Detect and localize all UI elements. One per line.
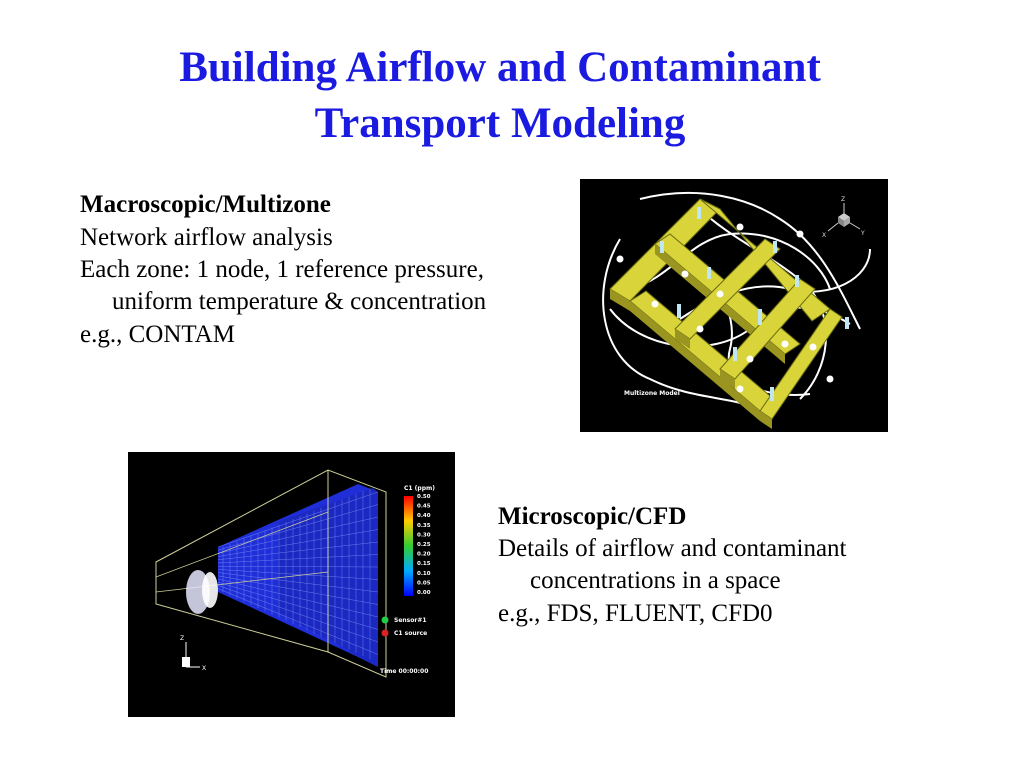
legend-title: C1 (ppm) (404, 485, 435, 492)
legend-tick-label: 0.10 (417, 570, 431, 577)
microscopic-section (498, 500, 998, 630)
microscopic-line-2: e.g., FDS, FLUENT, CFD0 (498, 600, 773, 627)
axis-z-label: Z (841, 196, 846, 203)
axis-x-label: X (822, 232, 827, 239)
axis-y-label: Y (861, 230, 865, 237)
legend-tick-label: 0.05 (417, 580, 431, 587)
legend-color-bar (404, 496, 413, 596)
legend-tick-label: 0.00 (417, 590, 431, 596)
cfd-mesh (156, 470, 386, 677)
slide-title-line-1: Building Airflow and Contaminant (179, 44, 821, 91)
slide-title-line-2: Transport Modeling (314, 100, 686, 147)
slide-title (0, 40, 1000, 152)
multizone-model-graphic (580, 179, 888, 432)
macroscopic-section (80, 188, 550, 351)
multizone-caption: Multizone Model (624, 390, 680, 397)
legend-tick-label: 0.50 (417, 494, 431, 500)
cfd-graphic (128, 452, 455, 717)
axis-gizmo (822, 196, 865, 239)
legend-tick-label: 0.15 (417, 561, 431, 568)
cfd-axis-gizmo (180, 635, 206, 672)
legend-tick-label: 0.45 (417, 503, 431, 510)
legend-tick-label: 0.25 (417, 542, 431, 548)
sensor-label: Sensor#1 (394, 617, 427, 624)
cfd-axis-x-label: X (202, 665, 207, 672)
macroscopic-line-2: Each zone: 1 node, 1 reference pressure, uniform temperature & concentration (80, 256, 487, 315)
time-label: Time 00:00:00 (380, 668, 429, 675)
macroscopic-heading: Macroscopic/Multizone (80, 191, 331, 218)
legend-tick-label: 0.40 (417, 513, 431, 520)
microscopic-line-1: Details of airflow and contaminant concentrations in a space (498, 535, 847, 594)
source-marker (382, 630, 428, 638)
legend-tick-label: 0.20 (417, 551, 431, 558)
sensor-marker (382, 617, 427, 625)
source-label: C1 source (394, 630, 428, 637)
legend-tick-label: 0.35 (417, 522, 431, 529)
macroscopic-line-1: Network airflow analysis (80, 224, 333, 251)
cfd-simulation-image (128, 452, 455, 717)
cfd-axis-z-label: Z (180, 635, 185, 642)
legend-tick-label: 0.30 (417, 532, 431, 539)
macroscopic-line-3: e.g., CONTAM (80, 321, 235, 348)
concentration-legend (404, 485, 435, 596)
microscopic-heading: Microscopic/CFD (498, 503, 687, 530)
multizone-model-image (580, 179, 888, 432)
